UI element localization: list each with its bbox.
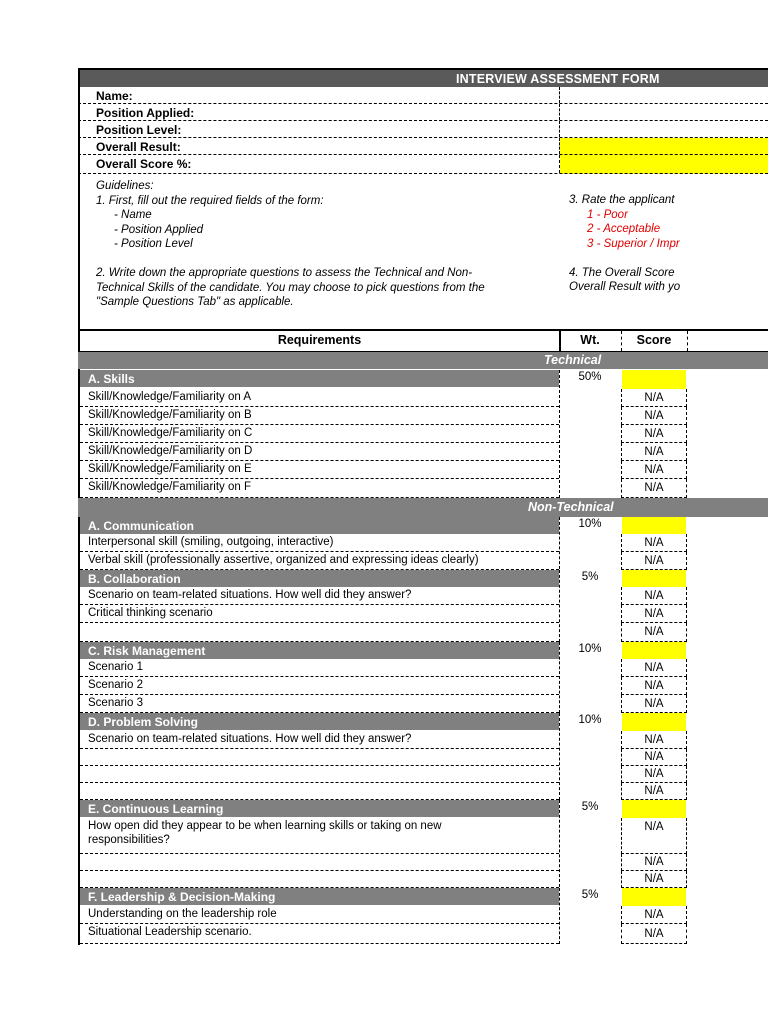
position-level-row[interactable] [78,121,768,138]
list-item: Situational Leadership scenario. [80,924,559,944]
score-cell[interactable]: N/A [621,623,687,642]
collaboration-weight: 5% [581,571,599,583]
collaboration-score-highlight[interactable] [622,570,686,587]
rating-acceptable: 2 - Acceptable [587,223,661,235]
name-row[interactable] [78,87,768,104]
list-item: Understanding on the leadership role [80,906,559,924]
list-item: How open did they appear to be when learning skills or taking on new responsibilities? [80,818,559,854]
category-communication [80,517,559,534]
list-item [80,854,559,871]
list-item: Skill/Knowledge/Familiarity on B [80,407,559,425]
guideline-step-3: 3. Rate the applicant [569,194,675,206]
guideline-step-2-line-3: "Sample Questions Tab" as applicable. [96,296,294,308]
skills-score-highlight[interactable] [622,370,686,389]
guideline-step-4-line-1: 4. The Overall Score [569,266,675,279]
list-item: Scenario 2 [80,677,559,695]
score-header: Score [636,333,672,347]
position-applied-label: Position Applied: [96,106,195,120]
score-cell[interactable]: N/A [621,587,687,605]
list-item [80,749,559,766]
overall-result-label: Overall Result: [96,140,181,154]
skills-weight: 50% [578,371,602,383]
category-problem-solving [80,713,559,730]
guidelines-heading: Guidelines: [96,180,154,192]
guidelines-right [569,193,768,295]
non-technical-label: Non-Technical [528,500,614,514]
list-item: Scenario on team-related situations. How well did they answer? [80,731,559,749]
guideline-step-2-line-2: Technical Skills of the candidate. You may choose to pick questions from the [96,281,485,294]
score-cell[interactable]: N/A [621,479,687,498]
list-item: Skill/Knowledge/Familiarity on D [80,443,559,461]
technical-label: Technical [544,353,602,367]
list-item: Skill/Knowledge/Familiarity on F [80,479,559,498]
overall-score-row[interactable] [78,155,768,174]
category-problem-title: D. Problem Solving [88,715,199,729]
score-cell[interactable]: N/A [621,924,687,944]
category-leadership [80,888,559,905]
category-communication-title: A. Communication [88,519,195,533]
list-item [80,871,559,888]
score-cell[interactable]: N/A [621,605,687,623]
list-item: Scenario 1 [80,659,559,677]
category-risk-management [80,642,559,659]
position-level-label: Position Level: [96,123,182,137]
learning-score-highlight[interactable] [622,800,686,818]
list-item [80,766,559,783]
requirements-header: Requirements [277,333,362,347]
list-item [80,783,559,800]
list-item [80,623,559,642]
score-cell[interactable]: N/A [621,552,687,570]
guideline-item-name: - Name [114,209,152,221]
list-item: Interpersonal skill (smiling, outgoing, interactive) [80,534,559,552]
score-cell[interactable]: N/A [621,534,687,552]
list-item: Critical thinking scenario [80,605,559,623]
score-cell[interactable]: N/A [621,695,687,713]
technical-band [78,352,768,369]
guideline-item-position-level: - Position Level [114,238,193,250]
score-cell[interactable]: N/A [621,407,687,425]
score-cell[interactable]: N/A [621,906,687,924]
category-skills [80,370,559,387]
category-collaboration [80,570,559,587]
category-risk-title: C. Risk Management [88,644,206,658]
category-continuous-learning [80,800,559,817]
risk-score-highlight[interactable] [622,642,686,659]
score-cell[interactable]: N/A [621,818,687,854]
title-bar [78,68,768,87]
form-title: INTERVIEW ASSESSMENT FORM [456,72,660,86]
name-label: Name: [96,89,133,103]
leadership-weight: 5% [581,889,599,901]
category-leadership-title: F. Leadership & Decision-Making [88,890,276,904]
overall-result-row[interactable] [78,138,768,155]
score-cell[interactable]: N/A [621,443,687,461]
overall-score-label: Overall Score %: [96,157,192,171]
communication-weight: 10% [578,518,602,530]
score-cell[interactable]: N/A [621,871,687,888]
score-cell[interactable]: N/A [621,731,687,749]
score-cell[interactable]: N/A [621,425,687,443]
rating-superior: 3 - Superior / Impr [587,237,680,250]
guidelines-left [96,179,485,310]
category-learning-title: E. Continuous Learning [88,802,224,816]
score-cell[interactable]: N/A [621,461,687,479]
weight-header: Wt. [580,333,600,347]
problem-weight: 10% [578,714,602,726]
list-item: Scenario on team-related situations. How well did they answer? [80,587,559,605]
category-skills-title: A. Skills [88,372,135,386]
list-item: Skill/Knowledge/Familiarity on C [80,425,559,443]
list-item: Verbal skill (professionally assertive, organized and expressing ideas clearly) [80,552,559,570]
problem-score-highlight[interactable] [622,713,686,731]
score-cell[interactable]: N/A [621,766,687,783]
communication-score-highlight[interactable] [622,517,686,534]
position-applied-row[interactable] [78,104,768,121]
guideline-step-4-line-2: Overall Result with yo [569,281,681,293]
score-cell[interactable]: N/A [621,783,687,800]
category-collaboration-title: B. Collaboration [88,572,181,586]
list-item: Skill/Knowledge/Familiarity on E [80,461,559,479]
list-item: Scenario 3 [80,695,559,713]
score-cell[interactable]: N/A [621,749,687,766]
score-cell[interactable]: N/A [621,854,687,871]
risk-weight: 10% [578,643,602,655]
rating-poor: 1 - Poor [587,208,628,221]
guideline-step-1: 1. First, fill out the required fields of the form: [96,194,324,207]
guideline-item-position-applied: - Position Applied [114,223,204,236]
learning-weight: 5% [581,801,599,813]
score-cell[interactable]: N/A [621,677,687,695]
score-cell[interactable]: N/A [621,389,687,407]
leadership-score-highlight[interactable] [622,888,686,906]
score-cell[interactable]: N/A [621,659,687,677]
guideline-step-2-line-1: 2. Write down the appropriate questions to assess the Technical and Non- [96,267,473,279]
list-item: Skill/Knowledge/Familiarity on A [80,389,559,407]
non-technical-band [78,498,768,517]
